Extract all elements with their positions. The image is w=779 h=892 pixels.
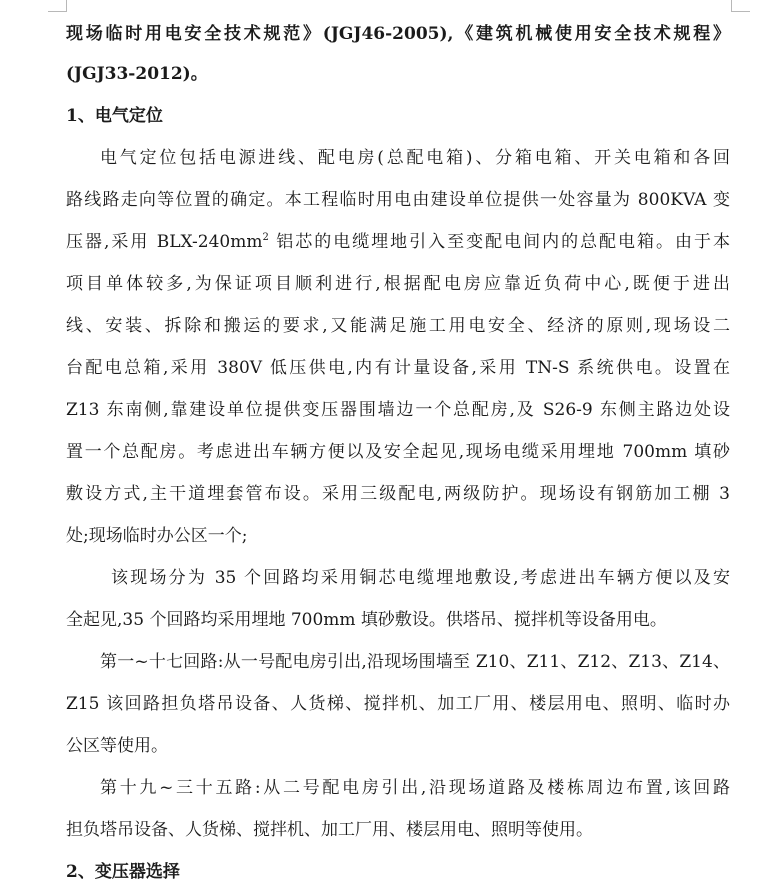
para1-line-9: 敷设方式,主干道埋套管布设。采用三级配电,两级防护。现场设有钢筋加工棚 3 bbox=[66, 484, 730, 504]
para1-line-3-part-b: 铝芯的电缆埋地引入至变配电间内的总配电箱。由于本 bbox=[268, 232, 730, 252]
superscript-2: 2 bbox=[262, 232, 269, 243]
page-corner-mark-left bbox=[48, 0, 67, 12]
para2-line-2: 全起见,35 个回路均采用埋地 700mm 填砂敷设。供塔吊、搅拌机等设备用电。 bbox=[66, 610, 667, 630]
para4-line-1: 第十九~三十五路:从二号配电房引出,沿现场道路及楼栋周边布置,该回路 bbox=[100, 778, 730, 798]
para4-line-2: 担负塔吊设备、人货梯、搅拌机、加工厂用、楼层用电、照明等使用。 bbox=[66, 820, 593, 840]
heading-line-1: 现场临时用电安全技术规范》(JGJ46-2005),《建筑机械使用安全技术规程》 bbox=[66, 24, 730, 44]
para1-line-5: 线、安装、拆除和搬运的要求,又能满足施工用电安全、经济的原则,现场设二 bbox=[66, 316, 730, 336]
para1-line-1: 电气定位包括电源进线、配电房(总配电箱)、分箱电箱、开关电箱和各回 bbox=[100, 148, 730, 168]
heading-line-2: (JGJ33-2012)。 bbox=[66, 64, 208, 84]
section-1-title: 1、电气定位 bbox=[66, 106, 163, 126]
para1-line-8: 置一个总配房。考虑进出车辆方便以及安全起见,现场电缆采用埋地 700mm 填砂 bbox=[66, 442, 730, 462]
para2-line-1: 该现场分为 35 个回路均采用铜芯电缆埋地敷设,考虑进出车辆方便以及安 bbox=[111, 568, 730, 588]
para1-line-2: 路线路走向等位置的确定。本工程临时用电由建设单位提供一处容量为 800KVA 变 bbox=[66, 190, 730, 210]
para1-line-4: 项目单体较多,为保证项目顺利进行,根据配电房应靠近负荷中心,既便于进出 bbox=[66, 274, 730, 294]
page-corner-mark-right bbox=[731, 0, 750, 12]
para1-line-3-part-a: 压器,采用 BLX-240mm bbox=[66, 232, 263, 252]
para1-line-7: Z13 东南侧,靠建设单位提供变压器围墙边一个总配房,及 S26-9 东侧主路边处设 bbox=[66, 400, 730, 420]
section-2-title: 2、变压器选择 bbox=[66, 862, 180, 882]
para3-line-1: 第一~十七回路:从一号配电房引出,沿现场围墙至 Z10、Z11、Z12、Z13、Z14、 bbox=[100, 652, 730, 672]
para1-line-3 bbox=[66, 222, 730, 262]
para3-line-3: 公区等使用。 bbox=[66, 736, 168, 756]
para3-line-2: Z15 该回路担负塔吊设备、人货梯、搅拌机、加工厂用、楼层用电、照明、临时办 bbox=[66, 694, 730, 714]
para1-line-6: 台配电总箱,采用 380V 低压供电,内有计量设备,采用 TN-S 系统供电。设置在 bbox=[66, 358, 730, 378]
para1-line-10: 处;现场临时办公区一个; bbox=[66, 526, 248, 546]
